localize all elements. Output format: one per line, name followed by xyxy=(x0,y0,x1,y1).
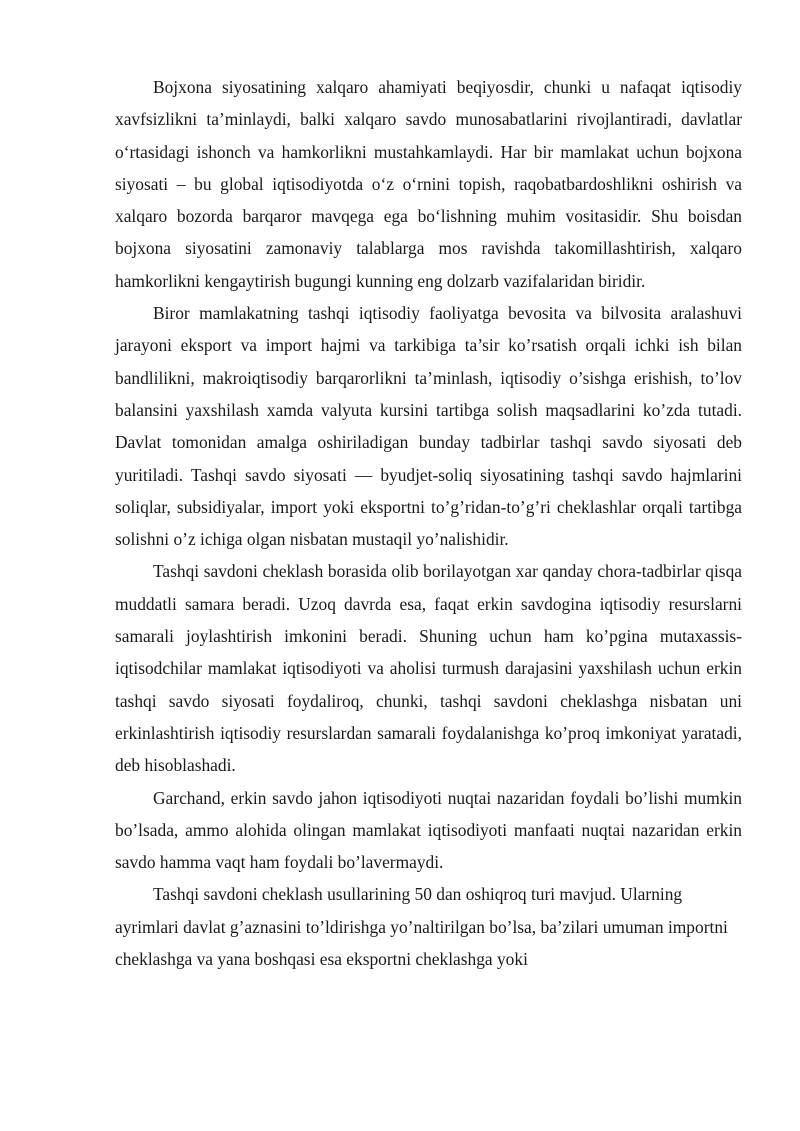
paragraph-trade-policy: Biror mamlakatning tashqi iqtisodiy faoliyatga bevosita va bilvosita aralashuvi jarayoni eksport va import hajmi va tarkibiga ta’sir ko’rsatish orqali ichki ish bilan bandlilikni, makroiqtisodiy barqarorlikni ta’minlash, iqtisodiy o’sishga erishish, to’lov balansini yaxshilash xamda valyuta kursini tartibga solish maqsadlarini ko’zda tutadi. Davlat tomonidan amalga oshiriladigan bunday tadbirlar tashqi savdo siyosati deb yuritiladi. Tashqi savdo siyosati — byudjet-soliq siyosatining tashqi savdo hajmlarini soliqlar, subsidiyalar, import yoki eksportni to’g’ridan-to’g’ri cheklashlar orqali tartibga solishni o’z ichiga olgan nisbatan mustaqil yo’nalishidir. xyxy=(115,303,742,550)
document-page xyxy=(115,71,742,975)
paragraph-customs-policy: Bojxona siyosatining xalqaro ahamiyati beqiyosdir, chunki u nafaqat iqtisodiy xavfsizlikni ta’minlaydi, balki xalqaro savdo munosabatlarini rivojlantiradi, davlatlar oʻrtasidagi ishonch va hamkorlikni mustahkamlaydi. Har bir mamlakat uchun bojxona siyosati – bu global iqtisodiyotda oʻz oʻrnini topish, raqobatbardoshlikni oshirish va xalqaro bozorda barqaror mavqega ega boʻlishning muhim vositasidir. Shu boisdan bojxona siyosatini zamonaviy talablarga mos ravishda takomillashtirish, xalqaro hamkorlikni kengaytirish bugungi kunning eng dolzarb vazifalaridan biridir. xyxy=(115,77,742,291)
paragraph-restriction-methods: Tashqi savdoni cheklash usullarining 50 dan oshiqroq turi mavjud. Ularning ayrimlari davlat g’aznasini to’ldirishga yo’naltirilgan bo’lsa, ba’zilari umuman importni cheklashga va yana boshqasi esa eksportni cheklashga yoki xyxy=(115,884,728,970)
paragraph-free-trade: Tashqi savdoni cheklash borasida olib borilayotgan xar qanday chora-tadbirlar qisqa muddatli samara beradi. Uzoq davrda esa, faqat erkin savdogina iqtisodiy resurslarni samarali joylashtirish imkonini beradi. Shuning uchun ham ko’pgina mutaxassis-iqtisodchilar mamlakat iqtisodiyoti va aholisi turmush darajasini yaxshilash uchun erkin tashqi savdo siyosati foydaliroq, chunki, tashqi savdoni cheklashga nisbatan uni erkinlashtirish iqtisodiy resurslardan samarali foydalanishga ko’proq imkoniyat yaratadi, deb hisoblashadi. xyxy=(115,561,742,776)
paragraph-national-interest: Garchand, erkin savdo jahon iqtisodiyoti nuqtai nazaridan foydali bo’lishi mumkin bo’lsada, ammo alohida olingan mamlakat iqtisodiyoti manfaati nuqtai nazaridan erkin savdo hamma vaqt ham foydali bo’lavermaydi. xyxy=(115,787,742,873)
